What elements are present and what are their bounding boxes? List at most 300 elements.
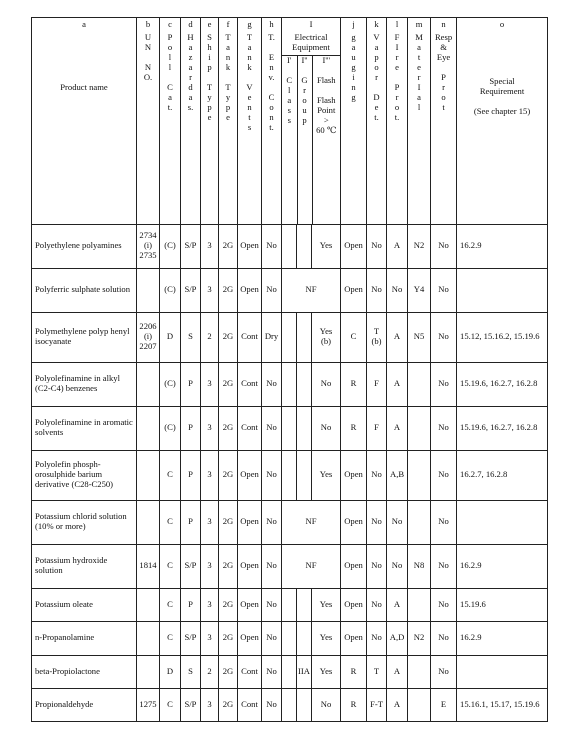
- tank-vents-cell: Cont: [238, 362, 262, 406]
- header-glyph: y: [225, 92, 231, 102]
- ship-type-cell: 2: [201, 655, 219, 688]
- material-cell: [408, 500, 431, 544]
- header-elec-flash: [312, 55, 340, 224]
- header-glyph: V: [246, 82, 253, 92]
- header-glyph: i: [208, 52, 211, 62]
- tank-type-cell: 2G: [219, 688, 238, 721]
- col-letter-n: n: [441, 19, 446, 29]
- header-poll-cat: [160, 18, 181, 225]
- header-glyph: l: [288, 84, 291, 95]
- resp-eye-cell: No: [431, 406, 457, 450]
- material-cell: [408, 450, 431, 500]
- col-letter-b: b: [145, 19, 151, 29]
- header-glyph: t: [417, 52, 421, 62]
- fire-prot-cell: A,D: [387, 621, 408, 655]
- tank-env-cell: No: [262, 268, 282, 312]
- table-row: [32, 688, 548, 721]
- tank-vents-cell: Cont: [238, 312, 262, 362]
- product-name-cell: Polyferric sulphate solution: [32, 268, 137, 312]
- gauging-cell: Open: [341, 450, 367, 500]
- header-glyph: n: [269, 62, 274, 72]
- un-no-cell: [137, 406, 160, 450]
- header-glyph: v.: [268, 72, 275, 82]
- header-glyph: t: [442, 102, 445, 112]
- header-glyph: M: [415, 32, 423, 42]
- header-glyph: g: [351, 92, 356, 102]
- header-glyph: g: [351, 32, 356, 42]
- elec-group-cell: [297, 362, 312, 406]
- header-glyph: C: [268, 92, 275, 102]
- header-glyph: p: [207, 102, 212, 112]
- tank-vents-cell: Cont: [238, 406, 262, 450]
- tank-type-cell: 2G: [219, 500, 238, 544]
- col-letter-e: e: [207, 19, 212, 29]
- resp-eye-cell: No: [431, 224, 457, 268]
- material-cell: [408, 688, 431, 721]
- elec-flash-cell: No: [312, 688, 341, 721]
- un-no-cell: [137, 621, 160, 655]
- special-requirement-cell: [457, 268, 548, 312]
- hazards-cell: P: [181, 362, 201, 406]
- elec-group-cell: [297, 224, 312, 268]
- hazards-cell: S/P: [181, 268, 201, 312]
- header-glyph: l: [168, 52, 172, 62]
- elec-flash-cell: No: [312, 406, 341, 450]
- header-un-no: [137, 18, 160, 225]
- poll-cat-cell: C: [160, 621, 181, 655]
- fire-prot-cell: A: [387, 362, 408, 406]
- header-glyph: U: [144, 32, 152, 42]
- header-glyph: N: [144, 42, 152, 52]
- elec-flash-cell: No: [312, 362, 341, 406]
- product-name-cell: Polyethylene polyamines: [32, 224, 137, 268]
- table-row: [32, 588, 548, 621]
- tank-vents-cell: Open: [238, 450, 262, 500]
- tank-type-cell: 2G: [219, 544, 238, 588]
- un-no-cell-line: (i): [143, 240, 153, 251]
- header-glyph: r: [189, 72, 192, 82]
- header-vapor-det: [367, 18, 387, 225]
- header-glyph: r: [395, 52, 399, 62]
- resp-eye-cell: No: [431, 544, 457, 588]
- poll-cat-cell: C: [160, 544, 181, 588]
- un-no-cell-line: 1814: [139, 560, 157, 571]
- tank-env-cell: Dry: [262, 312, 282, 362]
- header-glyph: Special: [489, 76, 515, 86]
- resp-eye-cell: No: [431, 621, 457, 655]
- tank-env-cell: No: [262, 544, 282, 588]
- vapor-det-cell: No: [367, 450, 387, 500]
- table-row: [32, 406, 548, 450]
- tank-type-cell: 2G: [219, 621, 238, 655]
- header-glyph: o: [394, 102, 400, 112]
- header-glyph: C: [286, 74, 293, 85]
- hazards-cell: S: [181, 655, 201, 688]
- vapor-det-cell: No: [367, 268, 387, 312]
- special-requirement-cell: [457, 655, 548, 688]
- special-requirement-cell: 16.2.9: [457, 544, 548, 588]
- un-no-cell-line: 2206: [139, 321, 157, 332]
- elec-group-cell: [297, 312, 312, 362]
- elec-class-cell: [282, 312, 297, 362]
- header-glyph: I''': [322, 55, 331, 65]
- hazards-cell: P: [181, 406, 201, 450]
- product-name-cell: Potassium oleate: [32, 588, 137, 621]
- un-no-cell: [137, 312, 160, 362]
- header-glyph: S: [207, 32, 212, 42]
- tank-env-cell: No: [262, 362, 282, 406]
- product-name-cell: Polyolefin phosph-orosulphide barium derivative (C28-C250): [32, 450, 137, 500]
- hazards-cell: P: [181, 450, 201, 500]
- tank-type-cell: 2G: [219, 588, 238, 621]
- header-fire-prot: [387, 18, 408, 225]
- poll-cat-cell: D: [160, 655, 181, 688]
- product-name-cell: Potassium hydroxide solution: [32, 544, 137, 588]
- header-glyph: T: [225, 32, 231, 42]
- fire-prot-cell: A: [387, 655, 408, 688]
- header-glyph: T.: [268, 32, 275, 42]
- header-glyph: I: [417, 82, 421, 92]
- gauging-cell: Open: [341, 544, 367, 588]
- header-glyph: a: [188, 42, 193, 52]
- elec-class-cell: [282, 688, 297, 721]
- electrical-equipment-heading: Electrical Equipment: [292, 32, 330, 52]
- header-glyph: k: [225, 62, 231, 72]
- header-glyph: Resp: [434, 32, 453, 42]
- header-glyph: P: [441, 72, 446, 82]
- resp-eye-cell: No: [431, 450, 457, 500]
- table-row: [32, 500, 548, 544]
- elec-flash-cell: Yes: [312, 621, 341, 655]
- product-name-cell: n-Propanolamine: [32, 621, 137, 655]
- ship-type-cell: 3: [201, 621, 219, 655]
- gauging-cell: C: [341, 312, 367, 362]
- header-glyph: s.: [187, 102, 194, 112]
- header-product-name: [32, 18, 137, 225]
- tank-env-cell: No: [262, 588, 282, 621]
- tank-type-cell: 2G: [219, 655, 238, 688]
- header-glyph: t.: [394, 112, 400, 122]
- header-glyph: e: [417, 62, 421, 72]
- table-row: [32, 224, 548, 268]
- special-requirement-cell: 16.2.7, 16.2.8: [457, 450, 548, 500]
- header-glyph: p: [225, 102, 231, 112]
- col-letter-g: g: [247, 19, 252, 29]
- special-requirement-cell: 15.16.1, 15.17, 15.19.6: [457, 688, 548, 721]
- tank-env-cell: No: [262, 621, 282, 655]
- electrical-merged-cell: NF: [282, 544, 341, 588]
- header-glyph: t.: [374, 112, 379, 122]
- header-glyph: &: [440, 42, 447, 52]
- header-resp-eye: [431, 18, 457, 225]
- fire-prot-cell: A: [387, 312, 408, 362]
- header-glyph: C: [167, 82, 173, 92]
- elec-flash-cell: Yes: [312, 655, 341, 688]
- col-letter-a: a: [82, 19, 86, 29]
- header-glyph: O.: [143, 72, 153, 82]
- vapor-det-cell: No: [367, 224, 387, 268]
- hazards-cell: S/P: [181, 688, 201, 721]
- header-glyph: s: [287, 104, 291, 115]
- special-requirement-cell: 15.19.6, 16.2.7, 16.2.8: [457, 362, 548, 406]
- header-glyph: a: [351, 42, 356, 52]
- product-name-cell: Polyolefinamine in alkyl (C2-C4) benzenes: [32, 362, 137, 406]
- col-letter-o: o: [499, 19, 505, 29]
- header-glyph: p: [374, 52, 379, 62]
- header-glyph: e: [226, 112, 230, 122]
- table-row: [32, 655, 548, 688]
- vapor-det-cell-line: (b): [371, 336, 382, 347]
- header-glyph: r: [417, 72, 421, 82]
- tank-vents-cell: Cont: [238, 655, 262, 688]
- vapor-det-cell: F: [367, 406, 387, 450]
- hazards-cell: P: [181, 500, 201, 544]
- header-glyph: k: [247, 62, 252, 72]
- tank-env-cell: No: [262, 500, 282, 544]
- gauging-cell: R: [341, 362, 367, 406]
- tank-type-cell: 2G: [219, 406, 238, 450]
- header-glyph: s: [247, 122, 252, 132]
- header-glyph: l: [417, 102, 421, 112]
- product-name-cell: Propionaldehyde: [32, 688, 137, 721]
- fire-prot-cell: A: [387, 406, 408, 450]
- header-glyph: >: [323, 114, 329, 125]
- tank-vents-cell: Cont: [238, 688, 262, 721]
- header-glyph: T: [225, 82, 231, 92]
- tank-env-cell: No: [262, 655, 282, 688]
- electrical-merged-cell: NF: [282, 268, 341, 312]
- header-glyph: a: [374, 42, 379, 52]
- poll-cat-cell: (C): [160, 362, 181, 406]
- header-special-requirement: [457, 18, 548, 225]
- header-glyph: i: [352, 72, 355, 82]
- special-requirement-cell: 16.2.9: [457, 621, 548, 655]
- resp-eye-cell: No: [431, 500, 457, 544]
- resp-eye-cell: No: [431, 588, 457, 621]
- header-glyph: o: [374, 62, 379, 72]
- header-glyph: s: [287, 114, 291, 125]
- col-letter-i: I: [309, 19, 313, 29]
- header-glyph: n: [247, 102, 252, 112]
- tank-vents-cell: Open: [238, 224, 262, 268]
- header-glyph: o: [167, 42, 173, 52]
- resp-eye-cell: No: [431, 362, 457, 406]
- hazards-cell: P: [181, 588, 201, 621]
- table-row: [32, 544, 548, 588]
- tank-vents-cell: Open: [238, 500, 262, 544]
- header-glyph: T: [206, 82, 213, 92]
- col-letter-k: k: [374, 19, 379, 29]
- header-glyph: t.: [167, 102, 173, 112]
- gauging-cell: R: [341, 655, 367, 688]
- table-row: [32, 268, 548, 312]
- ship-type-cell: 3: [201, 450, 219, 500]
- elec-class-cell: [282, 450, 297, 500]
- material-cell: N2: [408, 621, 431, 655]
- un-no-cell: [137, 544, 160, 588]
- header-glyph: Eye: [436, 52, 451, 62]
- un-no-cell-line: 1275: [139, 698, 157, 709]
- header-glyph: e: [374, 102, 379, 112]
- header-glyph: n: [351, 82, 356, 92]
- header-glyph: N: [144, 62, 152, 72]
- material-cell: N2: [408, 224, 431, 268]
- gauging-cell: R: [341, 688, 367, 721]
- ship-type-cell: 2: [201, 312, 219, 362]
- header-glyph: E: [268, 52, 275, 62]
- header-electrical-equipment: [282, 18, 341, 225]
- fire-prot-cell: No: [387, 544, 408, 588]
- vapor-det-cell: No: [367, 621, 387, 655]
- elec-class-cell: [282, 406, 297, 450]
- col-letter-l: l: [395, 19, 399, 29]
- vapor-det-cell: F: [367, 362, 387, 406]
- special-requirement-cell: 15.19.6: [457, 588, 548, 621]
- gauging-cell: Open: [341, 588, 367, 621]
- vapor-det-cell: No: [367, 500, 387, 544]
- header-glyph: P: [394, 82, 400, 92]
- un-no-cell-line: 2207: [139, 341, 157, 352]
- header-glyph: Point: [317, 104, 336, 115]
- ship-type-cell: 3: [201, 268, 219, 312]
- poll-cat-cell: C: [160, 688, 181, 721]
- header-glyph: F: [394, 32, 400, 42]
- header-glyph: g: [351, 62, 356, 72]
- header-ship-type: [201, 18, 219, 225]
- tank-vents-cell: Open: [238, 621, 262, 655]
- col-letter-f: f: [226, 19, 230, 29]
- header-glyph: a: [247, 42, 252, 52]
- poll-cat-cell: C: [160, 588, 181, 621]
- elec-class-cell: [282, 588, 297, 621]
- header-glyph: H: [187, 32, 194, 42]
- tank-type-cell: 2G: [219, 362, 238, 406]
- product-name-cell: Polyolefinamine in aromatic solvents: [32, 406, 137, 450]
- electrical-merged-cell: NF: [282, 500, 341, 544]
- fire-prot-cell: No: [387, 268, 408, 312]
- elec-class-cell: [282, 655, 297, 688]
- col-letter-h: h: [269, 19, 274, 29]
- gauging-cell: Open: [341, 224, 367, 268]
- resp-eye-cell: No: [431, 655, 457, 688]
- header-glyph: a: [168, 92, 172, 102]
- header-glyph: I: [395, 42, 399, 52]
- header-glyph: 60 ℃: [316, 124, 337, 135]
- header-glyph: a: [417, 92, 421, 102]
- tank-env-cell: No: [262, 406, 282, 450]
- vapor-det-cell: T: [367, 655, 387, 688]
- header-glyph: P: [167, 32, 173, 42]
- header-glyph: u: [351, 52, 356, 62]
- un-no-cell-line: 2735: [139, 250, 157, 261]
- un-no-cell: [137, 224, 160, 268]
- elec-class-cell: [282, 621, 297, 655]
- tank-type-cell: 2G: [219, 224, 238, 268]
- header-glyph: D: [373, 92, 380, 102]
- elec-group-cell: [297, 450, 312, 500]
- tank-vents-cell: Open: [238, 268, 262, 312]
- vapor-det-cell: F-T: [367, 688, 387, 721]
- special-requirement-cell: 16.2.9: [457, 224, 548, 268]
- ship-type-cell: 3: [201, 500, 219, 544]
- poll-cat-cell: (C): [160, 268, 181, 312]
- table-row: [32, 621, 548, 655]
- resp-eye-cell: No: [431, 312, 457, 362]
- un-no-cell: [137, 500, 160, 544]
- elec-flash-cell: Yes: [312, 588, 341, 621]
- header-glyph: G: [301, 74, 308, 85]
- header-glyph: Requirement: [479, 86, 525, 96]
- material-cell: Y4: [408, 268, 431, 312]
- fire-prot-cell: A: [387, 588, 408, 621]
- gauging-cell: Open: [341, 268, 367, 312]
- header-glyph: V: [373, 32, 380, 42]
- header-glyph: h: [207, 42, 212, 52]
- elec-class-cell: [282, 362, 297, 406]
- tank-env-cell: No: [262, 688, 282, 721]
- poll-cat-cell: C: [160, 450, 181, 500]
- elec-flash-cell: [312, 312, 341, 362]
- header-glyph: o: [441, 92, 446, 102]
- elec-flash-cell: Yes: [312, 450, 341, 500]
- header-glyph: o: [302, 94, 307, 105]
- header-glyph: a: [188, 62, 193, 72]
- gauging-cell: Open: [341, 621, 367, 655]
- header-glyph: a: [417, 42, 421, 52]
- fire-prot-cell: A,B: [387, 450, 408, 500]
- un-no-cell: [137, 268, 160, 312]
- tank-type-cell: 2G: [219, 450, 238, 500]
- table-row: [32, 362, 548, 406]
- header-glyph: t.: [269, 122, 274, 132]
- elec-group-cell: [297, 621, 312, 655]
- header-hazards: [181, 18, 201, 225]
- un-no-cell: [137, 588, 160, 621]
- fire-prot-cell: A: [387, 688, 408, 721]
- tank-vents-cell: Open: [238, 544, 262, 588]
- material-cell: N8: [408, 544, 431, 588]
- resp-eye-cell: No: [431, 268, 457, 312]
- material-cell: [408, 362, 431, 406]
- tank-vents-cell: Open: [238, 588, 262, 621]
- vapor-det-cell: No: [367, 544, 387, 588]
- col-letter-c: c: [168, 19, 172, 29]
- elec-flash-cell-line: (b): [321, 336, 332, 347]
- elec-flash-cell-line: Yes: [319, 326, 333, 337]
- fire-prot-cell: No: [387, 500, 408, 544]
- material-cell: [408, 406, 431, 450]
- vapor-det-cell: [367, 312, 387, 362]
- header-glyph: y: [207, 92, 212, 102]
- material-cell: [408, 655, 431, 688]
- chemical-requirements-table: [31, 17, 548, 709]
- ship-type-cell: 3: [201, 544, 219, 588]
- fire-prot-cell: A: [387, 224, 408, 268]
- elec-group-cell: [297, 588, 312, 621]
- material-cell: [408, 588, 431, 621]
- header-glyph: Flash: [316, 74, 336, 85]
- vapor-det-cell-line: T: [373, 326, 380, 337]
- header-glyph: T: [246, 32, 253, 42]
- header-elec-group: [297, 55, 312, 224]
- header-glyph: I': [287, 55, 292, 65]
- header-glyph: a: [287, 94, 292, 105]
- header-glyph: n: [269, 112, 274, 122]
- header-glyph: l: [168, 62, 172, 72]
- vapor-det-cell: No: [367, 588, 387, 621]
- ship-type-cell: 3: [201, 406, 219, 450]
- header-glyph: r: [375, 72, 378, 82]
